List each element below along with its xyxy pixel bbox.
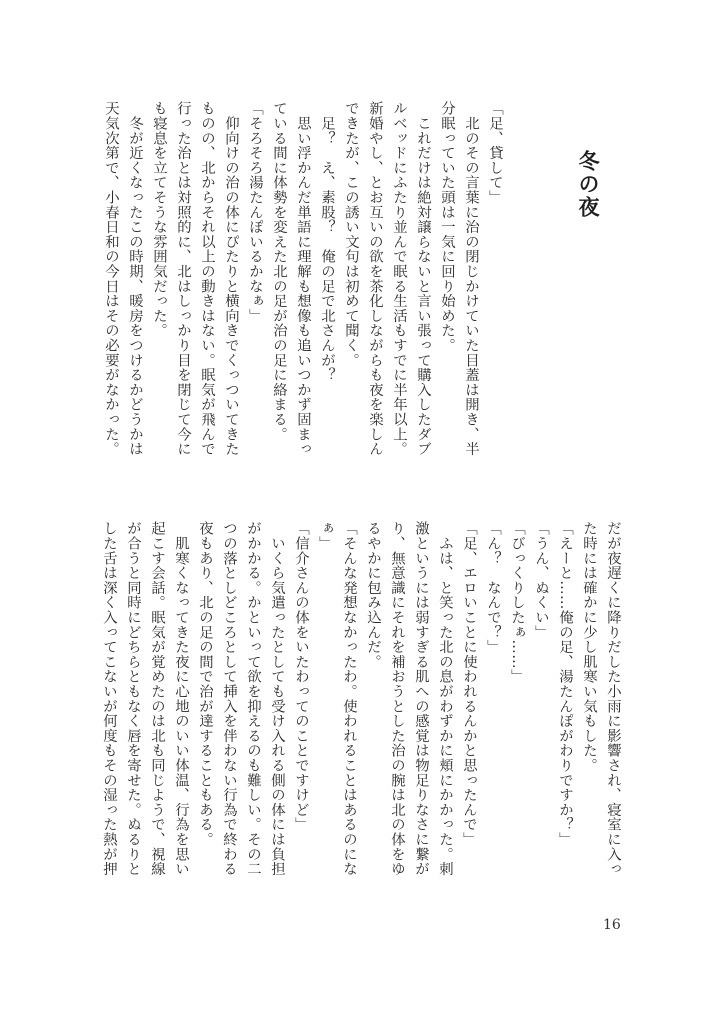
text-column: 「びっくりしたぁ……」	[509, 521, 525, 684]
text-column: た時には確かに少し肌寒い気もした。	[581, 521, 597, 773]
text-column: 思い浮かんだ単語に理解も想像も追いつかず固まっ	[295, 101, 311, 457]
text-column: つの落としどころとして挿入を伴わない行為で終わる	[221, 521, 237, 877]
text-column: だが夜遅くに降りだした小雨に影響され、寝室に入っ	[605, 521, 621, 877]
text-column: 新婚やし、とお互いの欲を茶化しながらも夜を楽しん	[367, 101, 383, 457]
text-column: できたが、この誘い文句は初めて聞く。	[343, 101, 359, 368]
text-column: 「えーと……俺の足、湯たんぽがわりですか？」	[557, 521, 573, 847]
text-column: 冬が近くなったこの時期、暖房をつけるかどうかは	[127, 101, 143, 457]
text-column: 肌寒くなってきた夜に心地のいい体温、行為を思い	[173, 521, 189, 877]
text-column: 「うん、ぬくい」	[533, 521, 549, 640]
text-column: がかかる。かといって欲を抑えるのも難しい。その二	[245, 521, 261, 877]
text-column: 「足、貸して」	[487, 101, 503, 205]
text-column: 「そんな発想なかったわ。使われることはあるのにな	[341, 521, 357, 877]
text-column: ている間に体勢を変えた北の足が治の足に絡まる。	[271, 101, 287, 442]
upper-text-block	[99, 101, 507, 481]
text-column: ぁ」	[317, 521, 333, 551]
text-column: ものの、北からそれ以上の動きはない。眠気が飛んで	[199, 101, 215, 457]
text-column: 起こす会話。眠気が覚めたのは北も同じようで、視線	[149, 521, 165, 877]
text-column: 「そろそろ湯たんぽいるかなぁ」	[247, 101, 263, 323]
lower-text-block	[97, 521, 625, 901]
text-column: した舌は深く入ってこないが何度もその湿った熱が押	[101, 521, 117, 877]
text-column: り、無意識にそれを補おうとした治の腕は北の体をゆ	[389, 521, 405, 877]
text-column: 仰向けの治の体にぴたりと横向きでくっついてきた	[223, 101, 239, 457]
text-column: 「ん？ なんで？」	[485, 521, 501, 655]
page-number: 16	[603, 917, 621, 933]
text-column: も寝息を立てそうな雰囲気だった。	[151, 101, 167, 338]
text-column: 足？ え、素股？ 俺の足で北さんが？	[319, 101, 335, 383]
text-column: 「足、エロいことに使われるんかと思ったんで」	[461, 521, 477, 847]
text-column: 夜もあり、北の足の間で治が達することもある。	[197, 521, 213, 847]
text-column: 「信介さんの体をいたわってのことですけど」	[293, 521, 309, 832]
text-column: 北のその言葉に治の閉じかけていた目蓋は開き、半	[463, 101, 479, 457]
text-column: 激というには弱すぎる肌への感覚は物足りなさに繋が	[413, 521, 429, 877]
text-column: ルベッドにふたり並んで眠る生活もすでに半年以上。	[391, 101, 407, 457]
text-column: 行った治とは対照的に、北はしっかり目を閉じて今に	[175, 101, 191, 457]
text-column: ふは、と笑った北の息がわずかに頬にかかった。刺	[437, 521, 453, 877]
chapter-title: 冬の夜	[576, 150, 601, 219]
text-column: いくら気遣ったとしても受け入れる側の体には負担	[269, 521, 285, 877]
text-column: るやかに包み込んだ。	[365, 521, 381, 669]
text-column: 天気次第で、小春日和の今日はその必要がなかった。	[103, 101, 119, 457]
text-column: 分眠っていた頭は一気に回り始めた。	[439, 101, 455, 353]
text-column: が合うと同時にどちらともなく唇を寄せた。ぬるりと	[125, 521, 141, 877]
text-column: これだけは絶対譲らないと言い張って購入したダブ	[415, 101, 431, 457]
